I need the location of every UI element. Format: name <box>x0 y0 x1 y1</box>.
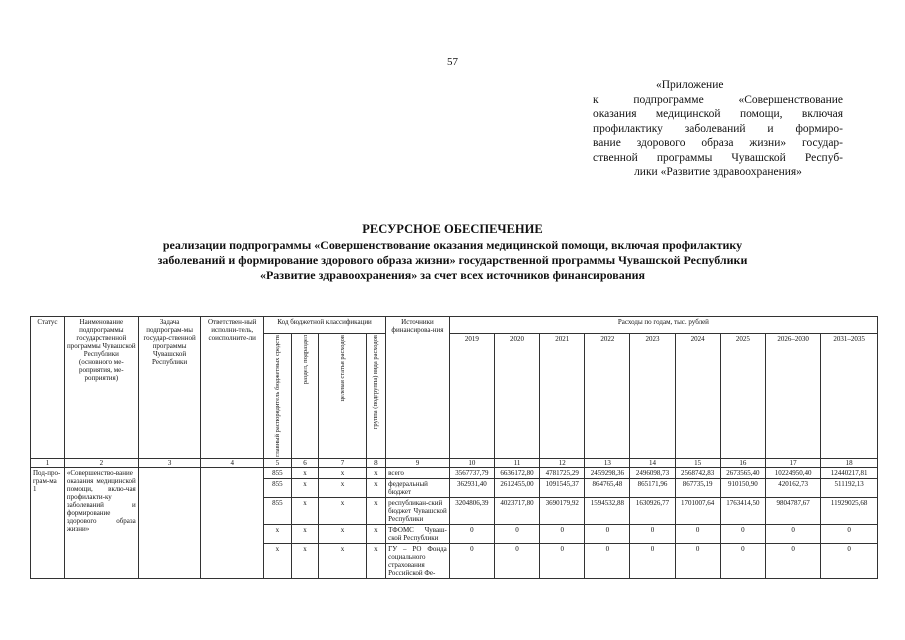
cell-value: 6636172,80 <box>494 467 539 478</box>
cell-value: 2612455,00 <box>494 478 539 497</box>
header-name: Наименование подпрограммы государственной программы Чувашской Республики (основного ме-роприятия, ме-роприятия) <box>64 317 138 459</box>
cell-source: всего <box>386 467 450 478</box>
cell-source: республикан-ский бюджет Чувашской Республики <box>386 497 450 524</box>
header-year: 2024 <box>675 334 720 459</box>
cell-value: 0 <box>494 524 539 543</box>
resource-table <box>30 316 878 579</box>
cell-value: 0 <box>585 524 630 543</box>
cell-value: 865171,96 <box>630 478 675 497</box>
header-year: 2019 <box>449 334 494 459</box>
cell-value: 11929025,68 <box>821 497 878 524</box>
title-line: «Развитие здравоохранения» за счет всех источников финансирования <box>259 268 646 282</box>
cell-group: х <box>366 543 386 578</box>
column-number: 11 <box>494 458 539 467</box>
cell-value: 864765,48 <box>585 478 630 497</box>
cell-source: федеральный бюджет <box>386 478 450 497</box>
cell-value: 0 <box>540 543 585 578</box>
header-bc-section: раздел, подраздел <box>291 334 319 459</box>
column-number: 1 <box>31 458 65 467</box>
title-line: заболеваний и формирование здорового образа жизни» государственной программы Чувашской Республики <box>157 253 748 267</box>
cell-value: 9804787,67 <box>765 497 820 524</box>
appendix-line: ственной программы Чувашской Респуб- <box>593 151 843 164</box>
cell-value: 0 <box>765 524 820 543</box>
cell-grbs: 855 <box>264 478 292 497</box>
cell-value: 3567737,79 <box>449 467 494 478</box>
header-bc-grbs: главный распорядитель бюджетных средств <box>264 334 292 459</box>
cell-value: 1701007,64 <box>675 497 720 524</box>
cell-value: 511192,13 <box>821 478 878 497</box>
cell-value: 0 <box>821 524 878 543</box>
column-number: 9 <box>386 458 450 467</box>
cell-value: 0 <box>449 524 494 543</box>
title-line: реализации подпрограммы «Совершенствование оказания медицинской помощи, включая профилактику <box>162 238 743 252</box>
header-year: 2020 <box>494 334 539 459</box>
column-number: 15 <box>675 458 720 467</box>
column-number: 10 <box>449 458 494 467</box>
cell-value: 362931,40 <box>449 478 494 497</box>
cell-grbs: 855 <box>264 497 292 524</box>
appendix-line: оказания медицинской помощи, включая <box>593 108 843 120</box>
header-sources: Источники финансирова-ния <box>386 317 450 459</box>
column-number: 3 <box>138 458 201 467</box>
cell-value: 0 <box>630 524 675 543</box>
header-bc-target: целевая статья расходов <box>319 334 366 459</box>
header-status: Статус <box>31 317 65 459</box>
cell-value: 0 <box>821 543 878 578</box>
cell-source: ГУ – РО Фонда социального страхования Российской Фе- <box>386 543 450 578</box>
cell-value: 2568742,83 <box>675 467 720 478</box>
header-year: 2026–2030 <box>765 334 820 459</box>
cell-target: х <box>319 478 366 497</box>
cell-value: 867735,19 <box>675 478 720 497</box>
row-responsible <box>201 467 264 578</box>
header-task: Задача подпрограм-мы государ-ственной программы Чувашской Республики <box>138 317 201 459</box>
table-row <box>31 467 878 478</box>
header-year: 2031–2035 <box>821 334 878 459</box>
cell-section: х <box>291 467 319 478</box>
column-number: 16 <box>720 458 765 467</box>
column-number: 13 <box>585 458 630 467</box>
column-number: 17 <box>765 458 820 467</box>
page-number: 57 <box>447 56 458 68</box>
cell-value: 1763414,50 <box>720 497 765 524</box>
column-number: 2 <box>64 458 138 467</box>
row-status: Под-про-грам-ма 1 <box>31 467 65 578</box>
cell-target: х <box>319 543 366 578</box>
cell-target: х <box>319 524 366 543</box>
row-name: «Совершенство-вание оказания медицинской помощи, вклю-чая профилакти-ку заболеваний и формирование здорового образа жизни» <box>64 467 138 578</box>
cell-section: х <box>291 524 319 543</box>
header-budget-code: Код бюджетной классификации <box>264 317 386 334</box>
header-year: 2022 <box>585 334 630 459</box>
cell-group: х <box>366 478 386 497</box>
appendix-line: лики «Развитие здравоохранения» <box>634 166 802 178</box>
cell-value: 4023717,80 <box>494 497 539 524</box>
cell-section: х <box>291 478 319 497</box>
cell-grbs: 855 <box>264 467 292 478</box>
cell-target: х <box>319 467 366 478</box>
cell-value: 0 <box>494 543 539 578</box>
column-number: 8 <box>366 458 386 467</box>
cell-value: 2496098,73 <box>630 467 675 478</box>
row-task <box>138 467 201 578</box>
cell-value: 0 <box>720 543 765 578</box>
cell-value: 1630926,77 <box>630 497 675 524</box>
column-number: 14 <box>630 458 675 467</box>
appendix-line: вание здорового образа жизни» государ- <box>593 137 843 149</box>
column-number: 7 <box>319 458 366 467</box>
cell-value: 0 <box>585 543 630 578</box>
header-bc-group: группа (подгруппа) вида расходов <box>366 334 386 459</box>
cell-value: 3204806,39 <box>449 497 494 524</box>
cell-group: х <box>366 497 386 524</box>
cell-value: 0 <box>675 543 720 578</box>
header-year: 2023 <box>630 334 675 459</box>
cell-value: 1594532,88 <box>585 497 630 524</box>
appendix-line: профилактику заболеваний и формиро- <box>593 122 843 135</box>
cell-grbs: х <box>264 543 292 578</box>
cell-value: 12440217,81 <box>821 467 878 478</box>
cell-group: х <box>366 467 386 478</box>
cell-value: 0 <box>765 543 820 578</box>
header-year: 2025 <box>720 334 765 459</box>
column-number: 6 <box>291 458 319 467</box>
cell-value: 1091545,37 <box>540 478 585 497</box>
cell-value: 0 <box>720 524 765 543</box>
cell-value: 2673565,40 <box>720 467 765 478</box>
title-line: РЕСУРСНОЕ ОБЕСПЕЧЕНИЕ <box>362 222 543 236</box>
appendix-line: к подпрограмме «Совершенствование <box>593 93 843 106</box>
column-number: 12 <box>540 458 585 467</box>
cell-value: 910150,90 <box>720 478 765 497</box>
cell-source: ТФОМС Чуваш-ской Республики <box>386 524 450 543</box>
header-expenses: Расходы по годам, тыс. рублей <box>449 317 877 334</box>
cell-value: 10224950,40 <box>765 467 820 478</box>
column-number: 4 <box>201 458 264 467</box>
document-title <box>60 222 845 283</box>
cell-section: х <box>291 543 319 578</box>
cell-target: х <box>319 497 366 524</box>
cell-section: х <box>291 497 319 524</box>
header-year: 2021 <box>540 334 585 459</box>
column-number-row <box>31 458 878 467</box>
appendix-note <box>593 78 843 180</box>
cell-value: 4781725,29 <box>540 467 585 478</box>
cell-value: 420162,73 <box>765 478 820 497</box>
cell-value: 3690179,92 <box>540 497 585 524</box>
header-responsible: Ответствен-ный исполни-тель, соисполните-ли <box>201 317 264 459</box>
cell-value: 2459298,36 <box>585 467 630 478</box>
column-number: 5 <box>264 458 292 467</box>
column-number: 18 <box>821 458 878 467</box>
cell-value: 0 <box>675 524 720 543</box>
appendix-line: «Приложение <box>656 79 724 91</box>
cell-value: 0 <box>449 543 494 578</box>
cell-value: 0 <box>540 524 585 543</box>
cell-grbs: х <box>264 524 292 543</box>
cell-value: 0 <box>630 543 675 578</box>
cell-group: х <box>366 524 386 543</box>
